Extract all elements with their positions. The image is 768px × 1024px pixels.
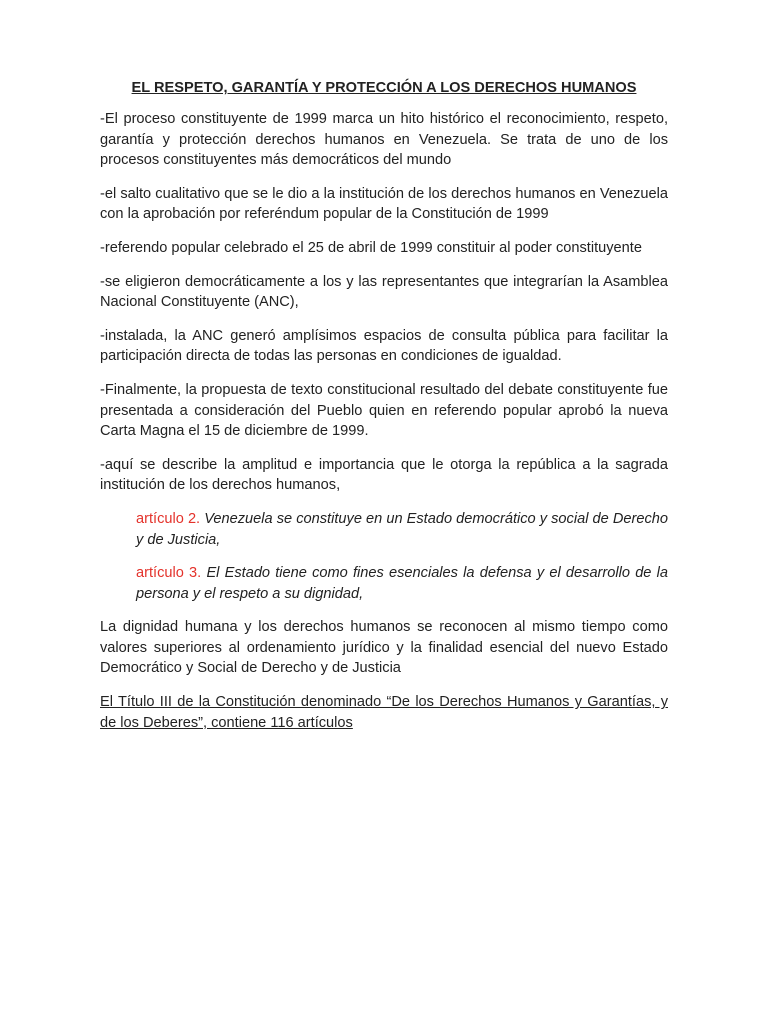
summary-paragraph: La dignidad humana y los derechos humanos se reconocen al mismo tiempo como valores superiores al ordenamiento jurídico y la finalidad esencial del nuevo Estado Democrático y Social de Derecho y de Justicia xyxy=(100,619,668,677)
paragraph-4: -se eligieron democráticamente a los y las representantes que integrarían la Asamblea Nacional Constituyente (ANC), xyxy=(100,273,668,311)
paragraph-3: -referendo popular celebrado el 25 de abril de 1999 constituir al poder constituyente xyxy=(100,239,642,256)
paragraph-2: -el salto cualitativo que se le dio a la institución de los derechos humanos en Venezuela con la aprobación por referéndum popular de la Constitución de 1999 xyxy=(100,185,668,223)
closing-paragraph: El Título III de la Constitución denominado “De los Derechos Humanos y Garantías, y de los Deberes”, contiene 116 artículos xyxy=(100,694,668,731)
document-page xyxy=(100,78,668,733)
article-3-label: artículo 3. xyxy=(136,565,202,582)
article-2 xyxy=(136,509,668,550)
paragraph-6: -Finalmente, la propuesta de texto constitucional resultado del debate constituyente fue presentada a consideración del Pueblo quien en referendo popular aprobó la nueva Carta Magna el 15 de diciembre de 1999. xyxy=(100,381,668,440)
article-2-label: artículo 2. xyxy=(136,510,201,527)
document-title: EL RESPETO, GARANTÍA Y PROTECCIÓN A LOS DERECHOS HUMANOS xyxy=(131,80,637,96)
article-3 xyxy=(136,563,668,604)
paragraph-1: -El proceso constituyente de 1999 marca un hito histórico el reconocimiento, respeto, garantía y protección derechos humanos en Venezuela. Se trata de uno de los procesos constituyentes más democráticos del mundo xyxy=(100,111,668,169)
paragraph-7: -aquí se describe la amplitud e importancia que le otorga la república a la sagrada institución de los derechos humanos, xyxy=(100,456,668,494)
paragraph-5: -instalada, la ANC generó amplísimos espacios de consulta pública para facilitar la participación directa de todas las personas en condiciones de igualdad. xyxy=(100,327,668,365)
article-2-text: Venezuela se constituye en un Estado democrático y social de Derecho y de Justicia, xyxy=(136,510,668,548)
article-3-text: El Estado tiene como fines esenciales la defensa y el desarrollo de la persona y el respeto a su dignidad, xyxy=(136,565,668,602)
